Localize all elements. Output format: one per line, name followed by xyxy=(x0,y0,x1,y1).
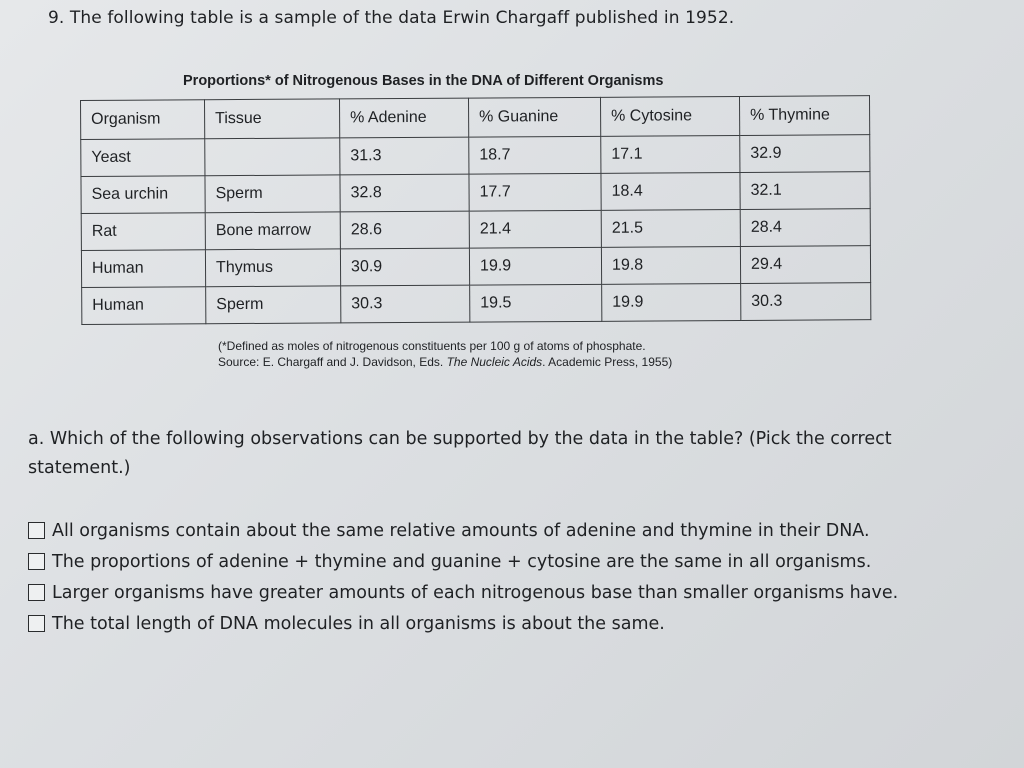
footnote-source-prefix: Source: E. Chargaff and J. Davidson, Eds. xyxy=(218,355,447,369)
cell-organism: Yeast xyxy=(81,139,205,177)
answer-option[interactable] xyxy=(28,608,898,639)
header-organism: Organism xyxy=(81,100,205,140)
checkbox[interactable] xyxy=(28,553,45,570)
cell-organism: Rat xyxy=(81,213,205,251)
header-guanine: % Guanine xyxy=(468,97,600,137)
table-caption: Proportions* of Nitrogenous Bases in the DNA of Different Organisms xyxy=(183,73,664,89)
question-prompt: a. Which of the following observations can be supported by the data in the table? (Pick the correct statement.) xyxy=(28,429,892,478)
cell-cytosine: 17.1 xyxy=(601,135,740,173)
option-label: Larger organisms have greater amounts of each nitrogenous base than smaller organisms have. xyxy=(52,582,899,603)
option-label: All organisms contain about the same relative amounts of adenine and thymine in their DNA. xyxy=(52,520,870,541)
cell-guanine: 18.7 xyxy=(469,136,601,174)
answer-option[interactable] xyxy=(28,515,898,546)
cell-thymine: 28.4 xyxy=(740,209,870,247)
cell-cytosine: 19.9 xyxy=(602,283,741,321)
footnote-source-title: The Nucleic Acids xyxy=(446,355,543,369)
footnote-source-suffix: . Academic Press, 1955) xyxy=(542,355,673,369)
table-row xyxy=(81,135,870,177)
cell-cytosine: 18.4 xyxy=(601,172,740,210)
cell-tissue: Thymus xyxy=(205,249,340,287)
cell-tissue: Bone marrow xyxy=(205,212,340,250)
header-cytosine: % Cytosine xyxy=(600,96,739,136)
chargaff-data-table xyxy=(80,95,871,325)
cell-guanine: 19.5 xyxy=(470,284,602,322)
cell-adenine: 32.8 xyxy=(340,174,469,212)
header-thymine: % Thymine xyxy=(739,96,869,136)
checkbox[interactable] xyxy=(28,615,45,632)
answer-options xyxy=(28,515,898,639)
cell-adenine: 31.3 xyxy=(340,137,469,175)
table-footnote xyxy=(218,338,672,370)
cell-organism: Human xyxy=(82,287,206,325)
cell-adenine: 30.3 xyxy=(341,285,470,323)
cell-cytosine: 21.5 xyxy=(601,209,740,247)
header-tissue: Tissue xyxy=(205,99,340,139)
answer-option[interactable] xyxy=(28,546,898,577)
question-title: 9. The following table is a sample of the data Erwin Chargaff published in 1952. xyxy=(48,8,735,28)
cell-tissue: Sperm xyxy=(205,175,340,213)
cell-thymine: 32.9 xyxy=(740,135,870,173)
footnote-definition: (*Defined as moles of nitrogenous constituents per 100 g of atoms of phosphate. xyxy=(218,339,646,353)
cell-adenine: 30.9 xyxy=(340,248,469,286)
cell-guanine: 17.7 xyxy=(469,173,601,211)
answer-option[interactable] xyxy=(28,577,898,608)
cell-tissue xyxy=(205,138,340,176)
table-row xyxy=(81,209,870,251)
cell-organism: Sea urchin xyxy=(81,176,205,214)
table-row xyxy=(81,172,870,214)
cell-thymine: 29.4 xyxy=(740,246,870,284)
option-label: The total length of DNA molecules in all organisms is about the same. xyxy=(52,613,665,634)
cell-adenine: 28.6 xyxy=(340,211,469,249)
cell-guanine: 19.9 xyxy=(469,247,601,285)
table-header-row xyxy=(81,96,870,140)
cell-thymine: 32.1 xyxy=(740,172,870,210)
table-row xyxy=(81,246,870,288)
footnote-source xyxy=(218,354,672,370)
cell-cytosine: 19.8 xyxy=(601,246,740,284)
header-adenine: % Adenine xyxy=(339,98,468,138)
cell-organism: Human xyxy=(81,250,205,288)
cell-thymine: 30.3 xyxy=(741,283,871,321)
checkbox[interactable] xyxy=(28,522,45,539)
cell-tissue: Sperm xyxy=(206,286,341,324)
cell-guanine: 21.4 xyxy=(469,210,601,248)
option-label: The proportions of adenine + thymine and guanine + cytosine are the same in all organisms. xyxy=(52,551,872,572)
checkbox[interactable] xyxy=(28,584,45,601)
table-row xyxy=(82,283,871,325)
